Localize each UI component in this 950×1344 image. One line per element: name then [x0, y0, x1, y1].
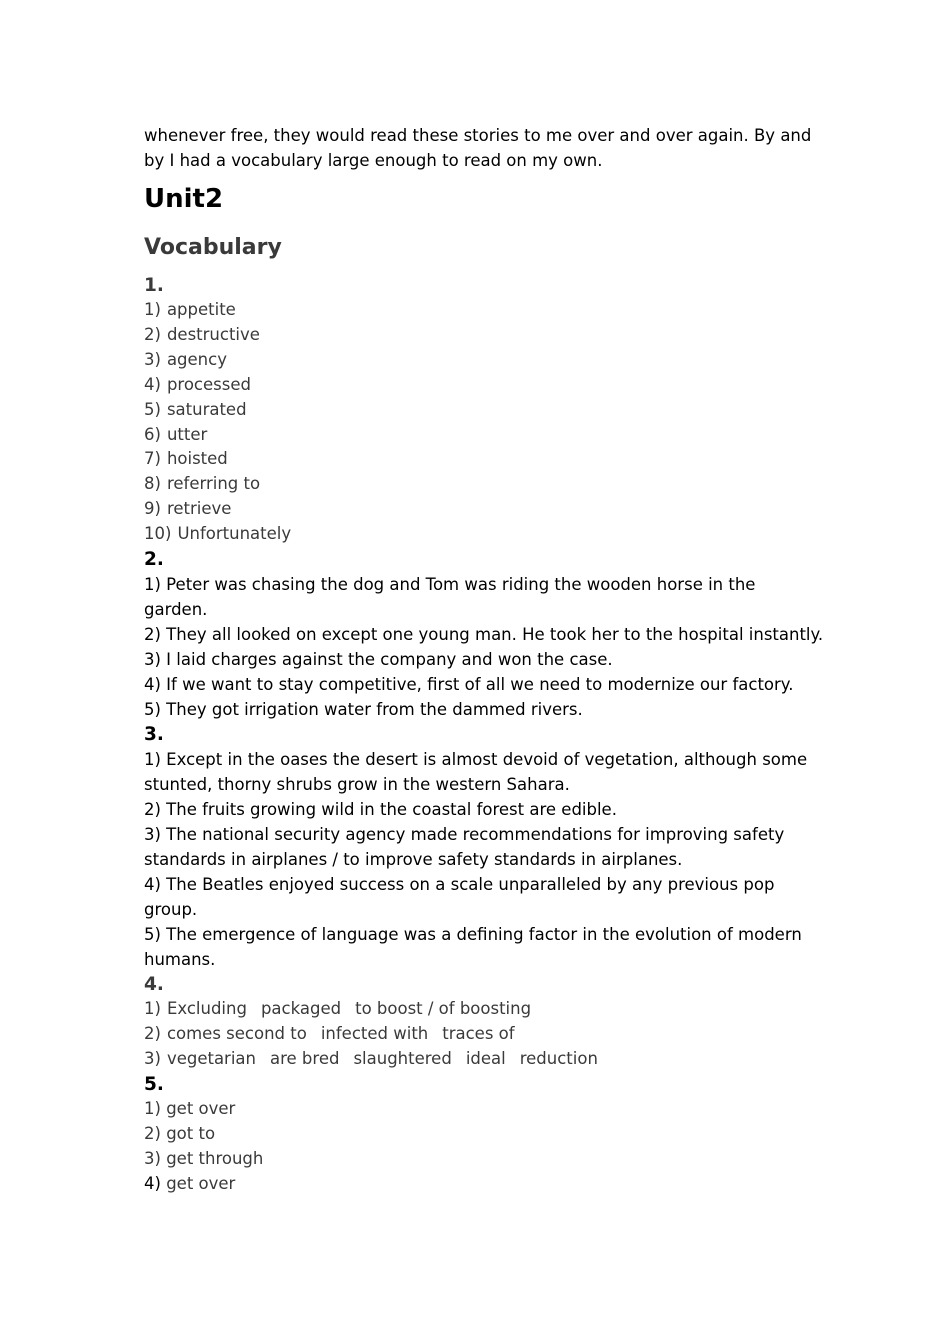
exercise-2-item-1: 1) Peter was chasing the dog and Tom was riding the wooden horse in the garden. [144, 575, 756, 620]
exercise-4-number: 4. [144, 974, 164, 996]
exercise-3-number: 3. [144, 724, 164, 746]
document-content [144, 123, 824, 1196]
list-item: 9) retrieve [144, 499, 232, 519]
list-item: 10) Unfortunately [144, 524, 292, 544]
list-item: 4) get over [144, 1173, 236, 1193]
list-item: 5) saturated [144, 399, 247, 419]
list-item: 3) agency [144, 349, 227, 369]
list-item: 3) vegetarian are bred slaughtered ideal reduction [144, 1048, 598, 1068]
exercise-2-item-5: 5) They got irrigation water from the dammed rivers. [144, 700, 583, 720]
exercise-3-item-1: 1) Except in the oases the desert is almost devoid of vegetation, although some stunted, thorny shrubs grow in the western Sahara. [144, 750, 808, 795]
list-item: 1) get over [144, 1098, 236, 1118]
exercise-2-item-3: 3) I laid charges against the company and won the case. [144, 650, 613, 670]
list-item: 2) comes second to infected with traces of [144, 1023, 515, 1043]
list-item: 8) referring to [144, 474, 261, 494]
list-item: 4) processed [144, 374, 251, 394]
exercise-3-item-3: 3) The national security agency made recommendations for improving safety standards in airplanes / to improve safety standards in airplanes. [144, 825, 785, 870]
list-item: 7) hoisted [144, 449, 228, 469]
list-item: 2) destructive [144, 324, 260, 344]
exercise-3-item-2: 2) The fruits growing wild in the coastal forest are edible. [144, 800, 617, 820]
list-item: 6) utter [144, 424, 208, 444]
exercise-5-list [144, 1097, 824, 1197]
section-title: Vocabulary [144, 235, 282, 260]
exercise-4-list [144, 997, 824, 1072]
exercise-2-item-4: 4) If we want to stay competitive, first of all we need to modernize our factory. [144, 675, 794, 695]
exercise-5-number: 5. [144, 1073, 164, 1095]
exercise-3-item-4: 4) The Beatles enjoyed success on a scale unparalleled by any previous pop group. [144, 875, 775, 920]
exercise-2-item-2: 2) They all looked on except one young man. He took her to the hospital instantly. [144, 625, 824, 645]
list-item: 1) Excluding packaged to boost / of boosting [144, 999, 532, 1019]
exercise-3-item-5: 5) The emergence of language was a defining factor in the evolution of modern humans. [144, 925, 802, 970]
exercise-1-number: 1. [144, 275, 164, 296]
list-item: 3) get through [144, 1148, 264, 1168]
exercise-1-list [144, 298, 824, 547]
unit-title: Unit2 [144, 184, 224, 214]
list-item: 1) appetite [144, 300, 236, 319]
intro-paragraph: whenever free, they would read these stories to me over and over again. By and by I had a vocabulary large enough to read on my own. [144, 126, 812, 170]
exercise-2-number: 2. [144, 549, 164, 571]
list-item: 2) got to [144, 1123, 216, 1143]
